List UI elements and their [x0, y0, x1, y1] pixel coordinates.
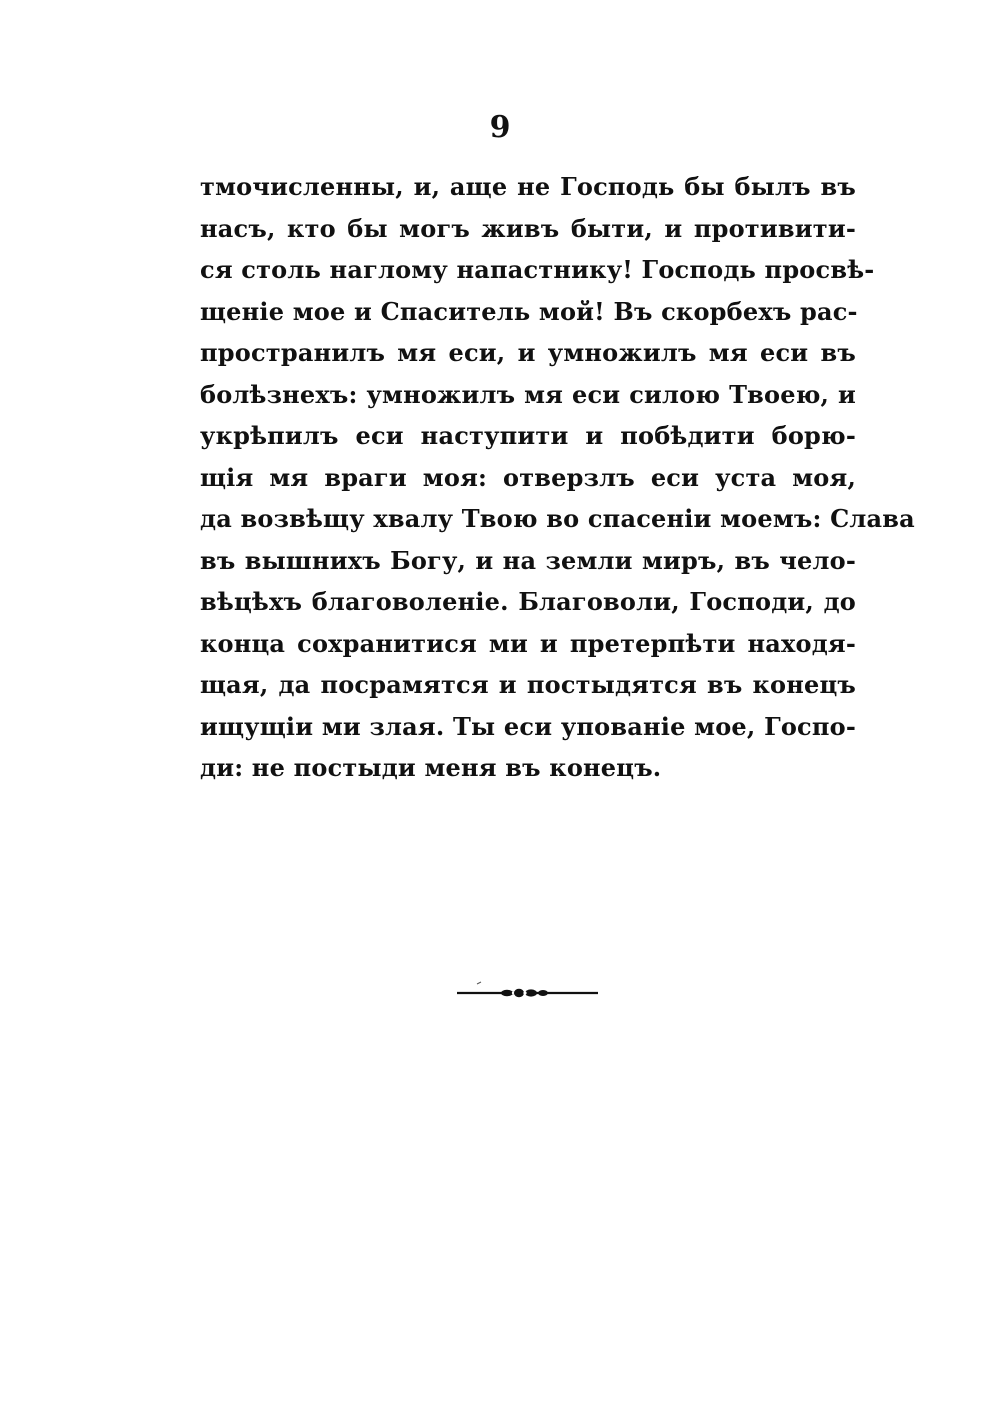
text-line-8: щія мя враги моя: отверзлъ еси уста моя,: [200, 462, 856, 492]
body-text: [200, 166, 915, 789]
text-line-10: въ вышнихъ Богу, и на земли миръ, въ чело-: [200, 545, 856, 575]
text-line-1: тмочисленны, и, аще не Господь бы былъ въ: [200, 172, 856, 201]
text-line-5: пространилъ мя еси, и умножилъ мя еси въ: [200, 338, 856, 367]
text-line-14: ищущіи ми злая. Ты еси упованіе мое, Госпо-: [200, 711, 856, 741]
text-line-12: конца сохранитися ми и претерпѣти находя-: [200, 628, 856, 658]
text-line-2: насъ, кто бы могъ живъ быти, и противити-: [200, 213, 856, 243]
text-line-11: вѣцѣхъ благоволеніе. Благоволи, Господи, до: [200, 587, 856, 616]
text-line-7: укрѣпилъ еси наступити и побѣдити борю-: [200, 421, 856, 450]
text-line-9: да возвѣщу хвалу Твою во спасеніи моемъ: Слава: [200, 504, 915, 533]
text-line-3: ся столь наглому напастнику! Господь просвѣ-: [200, 255, 875, 284]
text-line-13: щая, да посрамятся и постыдятся въ конецъ: [200, 670, 856, 699]
text-line-15: ди: не постыди меня въ конецъ.: [200, 753, 662, 782]
text-line-4: щеніе мое и Спаситель мой! Въ скорбехъ рас-: [200, 296, 858, 326]
tailpiece-ornament-icon: [455, 978, 600, 1008]
text-line-6: болѣзнехъ: умножилъ мя еси силою Твоею, и: [200, 379, 856, 409]
page-number: 9: [489, 110, 511, 145]
